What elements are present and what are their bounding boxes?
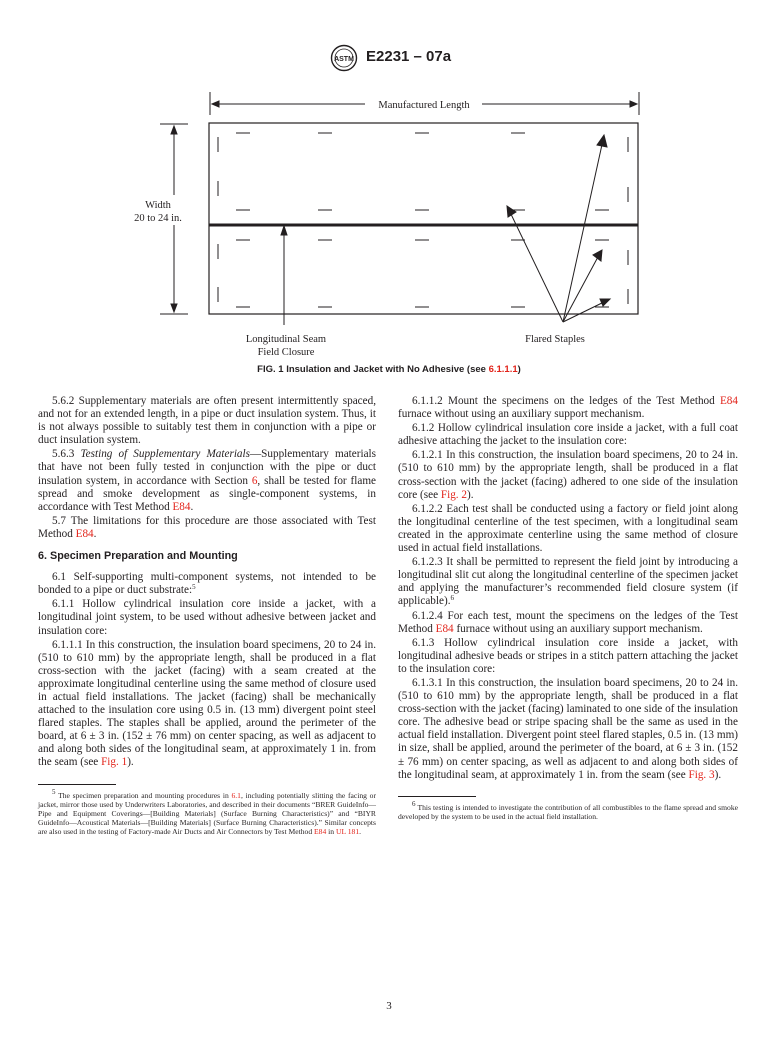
section-6-link[interactable]: 6 [251,474,258,487]
ul-181-link[interactable]: UL 181 [335,826,360,836]
paragraph-6-1-1: 6.1.1 Hollow cylindrical insulation core inside a jacket, with a longitudinal joint system, to be used without adhesive between jacket and insulation core: [38,598,376,637]
paragraph-6-1-2-1: 6.1.2.1 In this construction, the insulation board specimens, 20 to 24 in. (510 to 610 mm) by the appropriate length, shall be produced in a flat cross-section with the jacket (facing) adhered to one side of the insulation core (see Fig. 2). [398,449,738,501]
e84-link[interactable]: E84 [75,527,94,540]
figure-1-diagram [0,0,778,362]
footnote-ref-6: 6 [450,594,454,603]
paragraph-5-6-3: 5.6.3 Testing of Supplementary Materials—Supplementary materials that have not been fully tested in conjunction with the pipe or duct insulation system, in accordance with Section 6, shall be tested for flame spread and smoke development as single-component systems, in accordance with Test Method E84. [38,448,376,513]
e84-link[interactable]: E84 [435,622,454,635]
paragraph-6-1-1-1: 6.1.1.1 In this construction, the insulation board specimens, 20 to 24 in. (510 to 610 mm) by the appropriate length, shall be produced in a flat cross-section with the jacket (facing) with a seam created at the approximate longitudinal centerline using the same method of closure used in actual field installations. The jacket (facing) shall be mechanically attached to the insulation core using 0.5 in. (13 mm) divergent point steel flared staples. The staples shall be applied, around the perimeter of the board, at 6 ± 3 in. (152 ± 76 mm) on center spacing, as well as adjacent to and along both sides of the longitudinal seam, at approximately 1 in. from the seam (see Fig. 1). [38,638,376,769]
e84-link[interactable]: E84 [172,500,191,513]
paragraph-5-7: 5.7 The limitations for this procedure are those associated with Test Method E84. [38,514,376,540]
paragraph-6-1-2-3: 6.1.2.3 It shall be permitted to represent the field joint by introducing a longitudinal slit cut along the longitudinal centerline of the specimen jacket and applying the manufacturer’s recommended field closure system (if applicable).$^6$ [398,556,738,608]
label-width: Width [145,200,171,211]
e84-link[interactable]: E84 [314,826,327,836]
footnote-5: $^5$ The specimen preparation and mounting procedures in 6.1, including potentially slitting the facing or jacket, mirror those used by Underwriters Laboratories, and described in their documents “BRER GuideInfo—Pipe and Equipment Coverings—[Building Materials] (Surface Burning Characteristics)” and “BIYR GuideInfo—Acoustical Materials—[Building Materials] (Surface Burning Characteristics).” Similar concepts are also used in the testing of Factory-made Air Ducts and Air Connectors by Test Method E84 in UL 181. [38,787,377,836]
fig-1-link[interactable]: Fig. 1 [101,756,128,769]
label-manufactured-length: Manufactured Length [378,100,470,111]
right-column [398,395,738,821]
paragraph-6-1-3-1: 6.1.3.1 In this construction, the insulation board specimens, 20 to 24 in. (510 to 610 mm) by the appropriate length, shall be produced in a flat cross-section with the jacket (facing) laminated to one side of the insulation core. The adhesive bead or stripe spacing shall be the same as used in the actual field installation. Divergent point steel flared staples, 0.5 in. (13 mm) in size, shall be applied, around the perimeter of the board, at 6 ± 3 in. (152 ± 76 mm) on center spacing, as well as adjacent to and along both sides of the longitudinal seam, at approximately 1 in. from the seam (see Fig. 3). [398,676,738,781]
fig-2-link[interactable]: Fig. 2 [440,488,467,501]
label-longitudinal-seam: Longitudinal Seam [245,334,327,345]
document-designation: E2231 – 07a [366,48,452,65]
section-6-1-link[interactable]: 6.1 [231,790,241,800]
paragraph-6-1-2-4: 6.1.2.4 For each test, mount the specimens on the ledges of the Test Method E84 furnace without using an auxiliary support mechanism. [398,609,738,635]
paragraph-6-1-2: 6.1.2 Hollow cylindrical insulation core inside a jacket, with a full coat adhesive attaching the jacket to the insulation core: [398,422,738,448]
svg-text:ASTM: ASTM [334,56,354,63]
footnote-divider [398,796,476,797]
paragraph-5-6-2: 5.6.2 Supplementary materials are often present intermittently spaced, and not for an extended length, in a pipe or duct insulation system. Thus, it is not always possible to suitably test them in conjunction with a pipe or duct insulation system. [38,395,376,447]
paragraph-6-1-2-2: 6.1.2.2 Each test shall be conducted using a factory or field joint along the longitudinal centerline of the test specimen, with a longitudinal seam created in the approximate centerline using the same method of closure used in actual field installations. [398,502,738,555]
footnote-6: $^6$ This testing is intended to investigate the contribution of all combustibles to the flame spread and smoke developed by the system to be used in the actual field installation. [398,799,738,821]
e84-link[interactable]: E84 [719,395,738,407]
paragraph-6-1-1-2: 6.1.1.2 Mount the specimens on the ledges of the Test Method E84 furnace without using an auxiliary support mechanism. [398,395,738,421]
footnote-divider [38,784,116,785]
fig-3-link[interactable]: Fig. 3 [688,768,715,781]
label-flared-staples: Flared Staples [525,334,585,345]
paragraph-6-1: 6.1 Self-supporting multi-component systems, not intended to be bonded to a pipe or duct substrate:$^5$ [38,571,376,597]
label-width-range: 20 to 24 in. [134,213,182,224]
caption-section-link[interactable]: 6.1.1.1 [488,364,518,375]
paragraph-6-1-3: 6.1.3 Hollow cylindrical insulation core inside a jacket, with longitudinal adhesive beads or stripes in a stitch pattern attaching the jacket to the insulation core: [398,636,738,675]
left-column [38,395,376,836]
figure-caption: FIG. 1 Insulation and Jacket with No Adhesive (see 6.1.1.1) [257,364,521,375]
footnote-ref-5: 5 [192,583,196,592]
section-6-heading: 6. Specimen Preparation and Mounting [38,550,238,563]
page-number: 3 [386,1000,392,1012]
label-field-closure: Field Closure [257,347,315,358]
